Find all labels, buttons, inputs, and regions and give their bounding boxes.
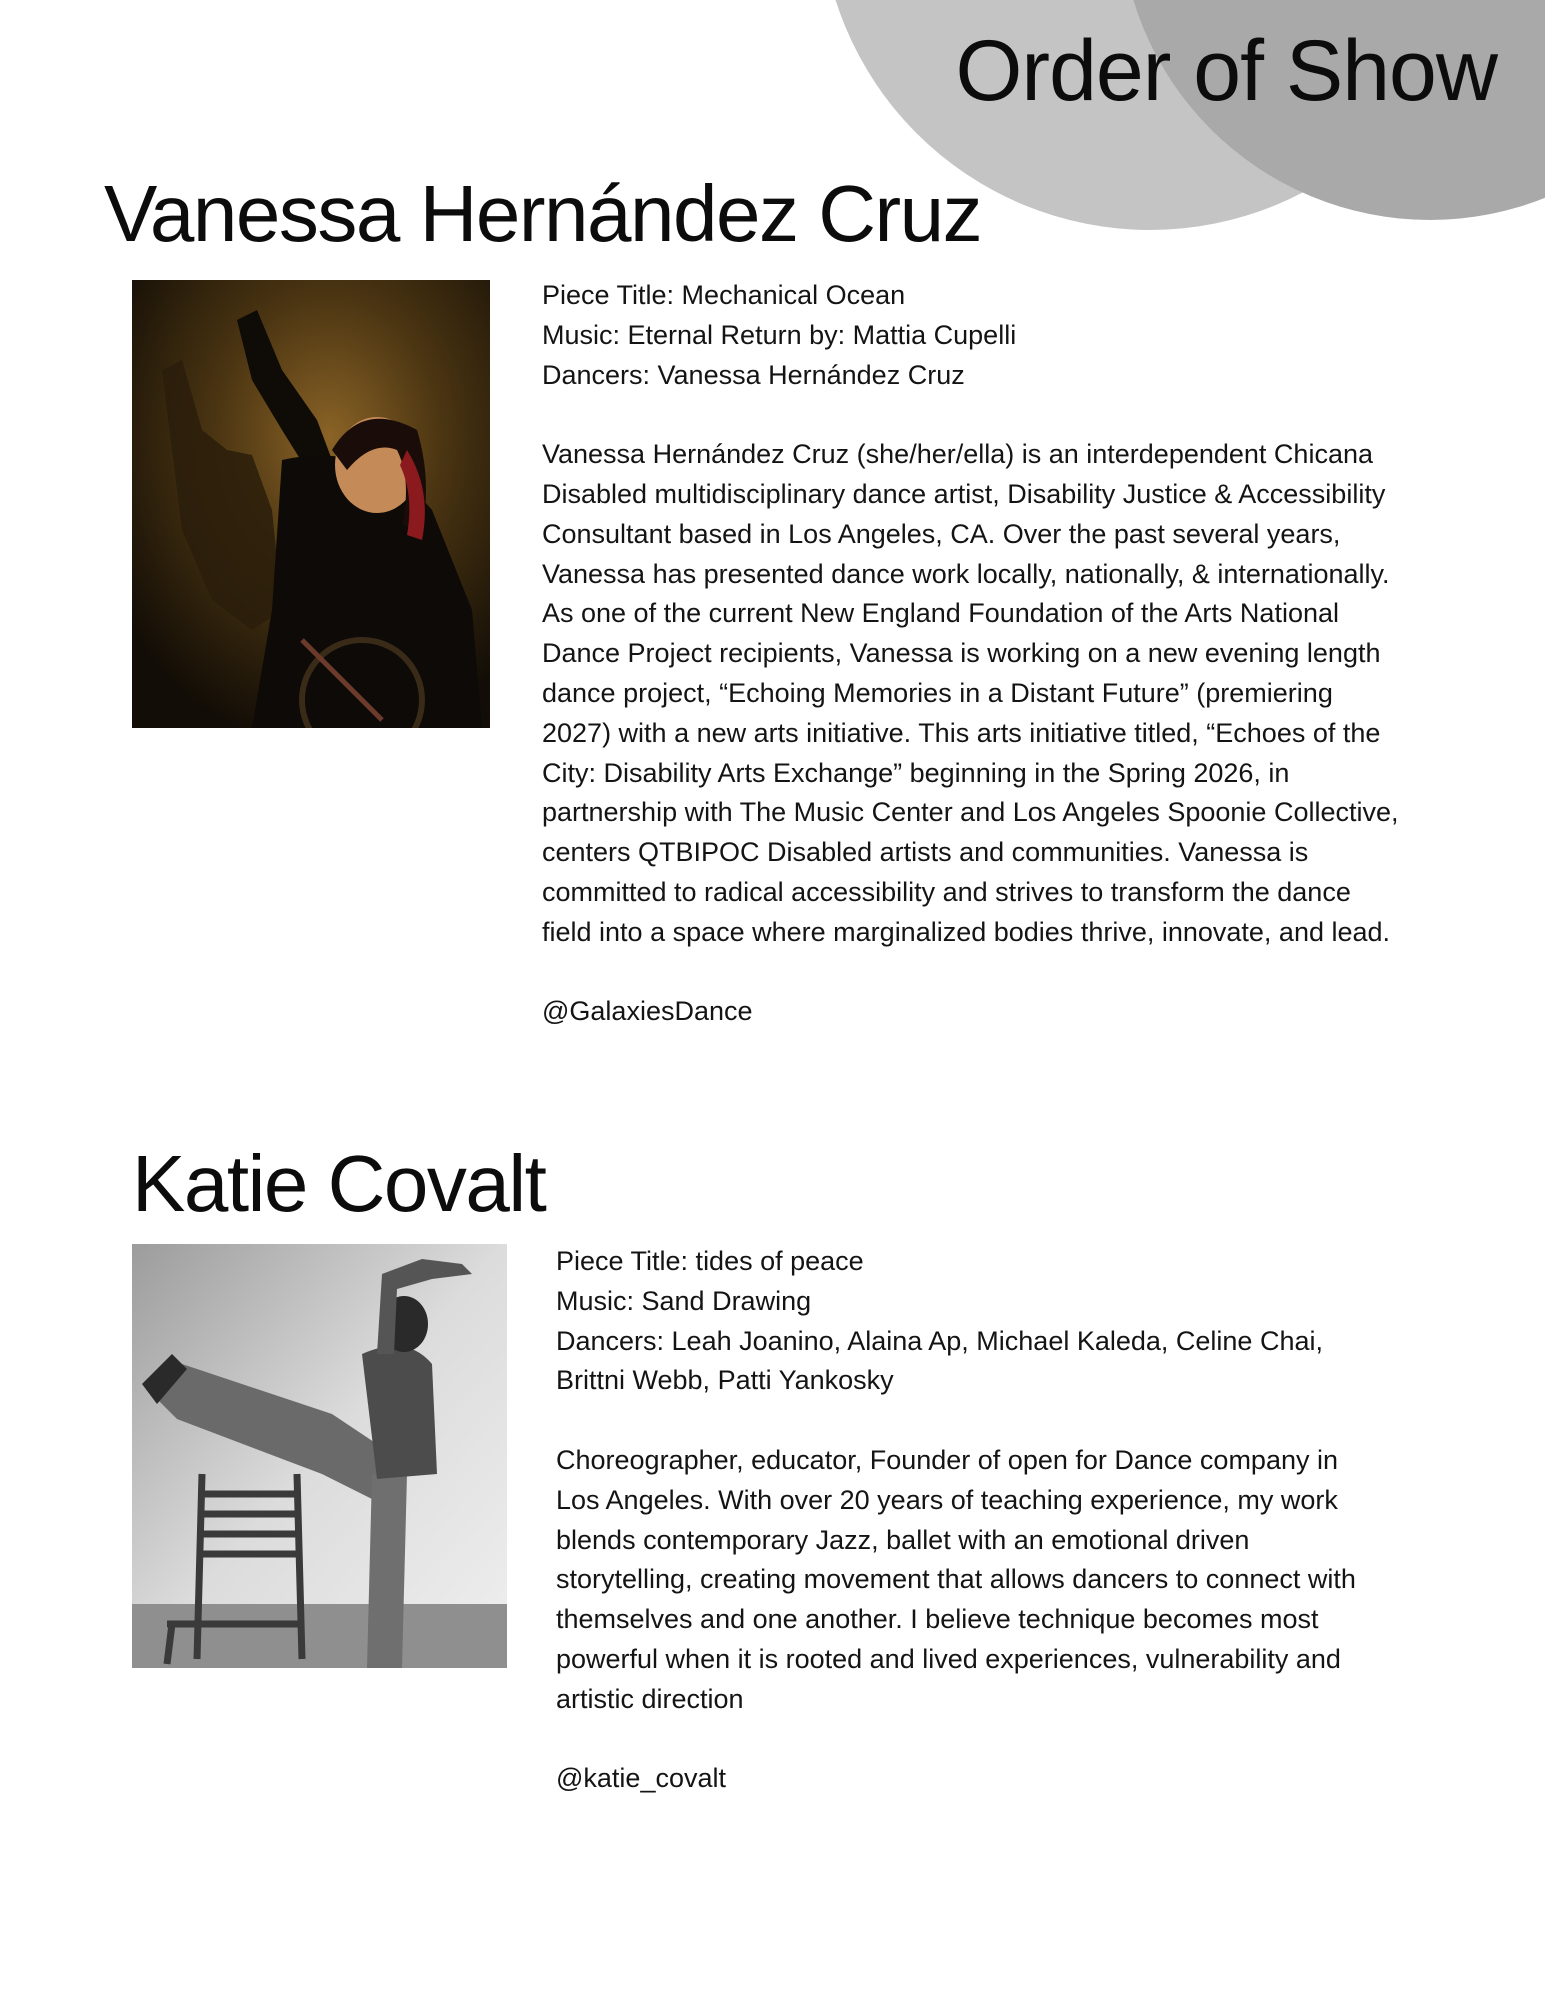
bio-line: dance project, “Echoing Memories in a Distant Future” (premiering: [542, 677, 1333, 708]
bio-line: themselves and one another. I believe technique becomes most: [556, 1604, 1319, 1635]
piece-title: Piece Title: Mechanical Ocean: [542, 280, 906, 310]
dancer-chair-photo: [132, 1244, 507, 1668]
bio-line: Dance Project recipients, Vanessa is working on a new evening length: [542, 638, 1381, 669]
bio-line: artistic direction: [556, 1683, 744, 1714]
piece-title: Piece Title: tides of peace: [556, 1246, 864, 1276]
bio-line: centers QTBIPOC Disabled artists and communities. Vanessa is: [542, 837, 1309, 868]
artist-photo: [132, 280, 490, 728]
bio-line: Choreographer, educator, Founder of open for Dance company in: [556, 1444, 1338, 1475]
bio-line: Los Angeles. With over 20 years of teaching experience, my work: [556, 1484, 1338, 1515]
artist-name: Katie Covalt: [132, 1139, 546, 1228]
music-credit: Music: Eternal Return by: Mattia Cupelli: [542, 319, 1017, 350]
artist-bio: [556, 1441, 1456, 1720]
page-title: Order of Show: [955, 23, 1497, 119]
artist-bio: [542, 435, 1462, 952]
bio-line: powerful when it is rooted and lived experiences, vulnerability and: [556, 1643, 1341, 1674]
music-credit: Music: Sand Drawing: [556, 1285, 812, 1316]
dancers-credit: Dancers: Leah Joanino, Alaina Ap, Michael Kaleda, Celine Chai,: [556, 1325, 1323, 1356]
bio-line: Vanessa Hernández Cruz (she/her/ella) is an interdependent Chicana: [542, 439, 1373, 470]
bio-line: partnership with The Music Center and Los Angeles Spoonie Collective,: [542, 797, 1399, 828]
dancers-credit-cont: Brittni Webb, Patti Yankosky: [556, 1365, 894, 1396]
bio-line: Vanessa has presented dance work locally, nationally, & internationally.: [542, 558, 1390, 589]
bio-line: field into a space where marginalized bodies thrive, innovate, and lead.: [542, 916, 1391, 947]
bio-line: City: Disability Arts Exchange” beginning in the Spring 2026, in: [542, 757, 1290, 788]
bio-line: blends contemporary Jazz, ballet with an emotional driven: [556, 1524, 1250, 1555]
dancers-credit: Dancers: Vanessa Hernández Cruz: [542, 359, 965, 390]
artist-name: Vanessa Hernández Cruz: [104, 169, 982, 258]
bio-line: committed to radical accessibility and strives to transform the dance: [542, 876, 1351, 907]
artist-info: [556, 1242, 1456, 1799]
social-handle: @katie_covalt: [556, 1763, 726, 1794]
social-handle: @GalaxiesDance: [542, 996, 753, 1027]
dancer-wheelchair-photo: [132, 280, 490, 728]
bio-line: 2027) with a new arts initiative. This arts initiative titled, “Echoes of the: [542, 717, 1381, 748]
artist-info: [542, 276, 1462, 1032]
bio-line: Disabled multidisciplinary dance artist, Disability Justice & Accessibility: [542, 478, 1386, 509]
bio-line: As one of the current New England Foundation of the Arts National: [542, 598, 1339, 629]
artist-photo: [132, 1244, 507, 1668]
bio-line: storytelling, creating movement that allows dancers to connect with: [556, 1564, 1356, 1595]
bio-line: Consultant based in Los Angeles, CA. Over the past several years,: [542, 518, 1341, 549]
